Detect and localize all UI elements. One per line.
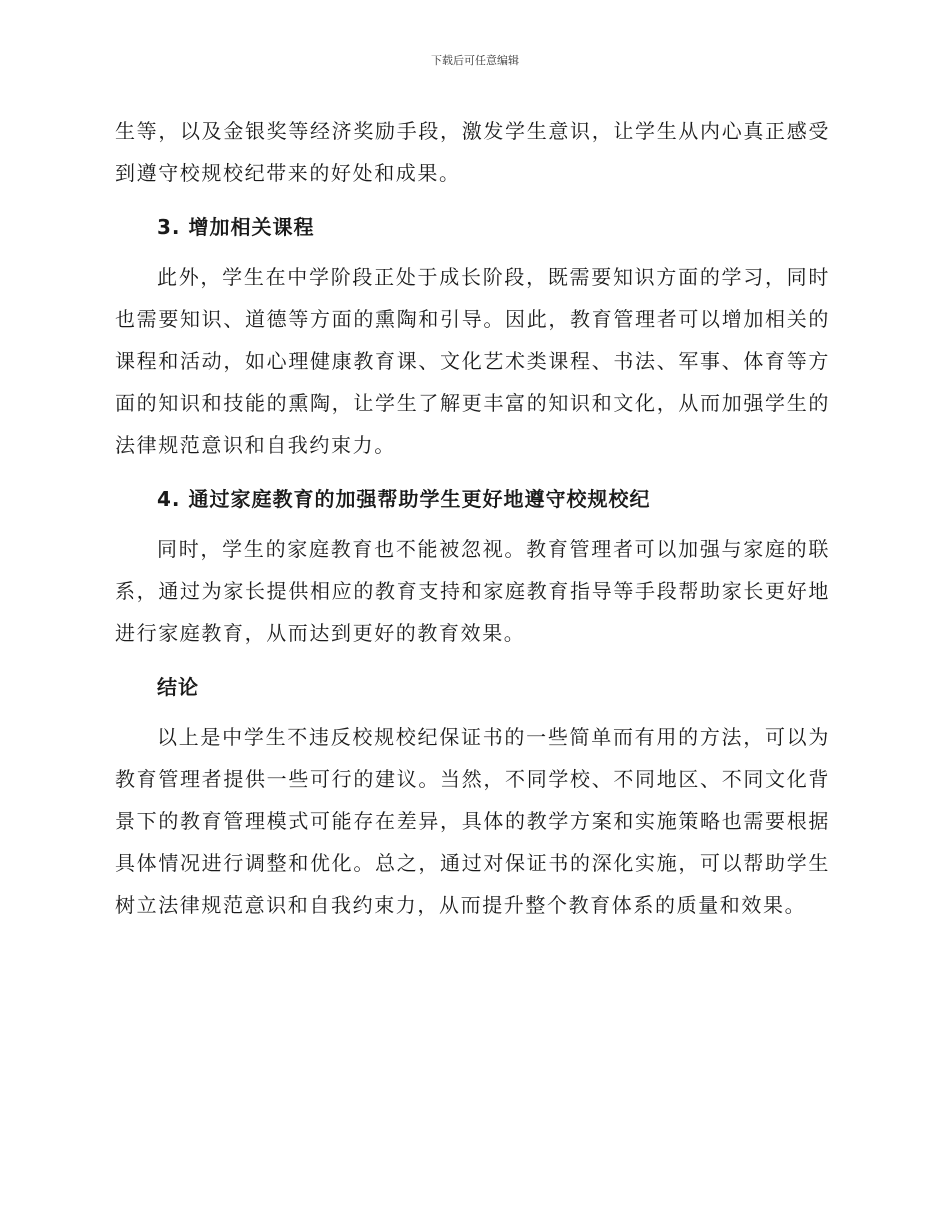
intro-paragraph: 生等，以及金银奖等经济奖励手段，激发学生意识，让学生从内心真正感受到遵守校规校纪带来的好处和成果。 [115,119,830,185]
paragraph-section-4: 同时，学生的家庭教育也不能被忽视。教育管理者可以加强与家庭的联系，通过为家长提供相应的教育支持和家庭教育指导等手段帮助家长更好地进行家庭教育，从而达到更好的教育效果。 [115,537,830,645]
conclusion-paragraph: 以上是中学生不违反校规校纪保证书的一些简单而有用的方法，可以为教育管理者提供一些可行的建议。当然，不同学校、不同地区、不同文化背景下的教育管理模式可能存在差异，具体的教学方案和实施策略也需要根据具体情况进行调整和优化。总之，通过对保证书的深化实施，可以帮助学生树立法律规范意识和自我约束力，从而提升整个教育体系的质量和效果。 [115,725,830,917]
conclusion-heading: 结论 [157,675,199,699]
paragraph-section-3: 此外，学生在中学阶段正处于成长阶段，既需要知识方面的学习，同时也需要知识、道德等方面的熏陶和引导。因此，教育管理者可以增加相关的课程和活动，如心理健康教育课、文化艺术类课程、书法、军事、体育等方面的知识和技能的熏陶，让学生了解更丰富的知识和文化，从而加强学生的法律规范意识和自我约束力。 [115,265,830,457]
section-heading-4: 4. 通过家庭教育的加强帮助学生更好地遵守校规校纪 [157,487,651,511]
section-heading-3: 3. 增加相关课程 [157,215,315,239]
document-body [115,110,830,926]
page-header: 下载后可任意编辑 [431,54,519,67]
